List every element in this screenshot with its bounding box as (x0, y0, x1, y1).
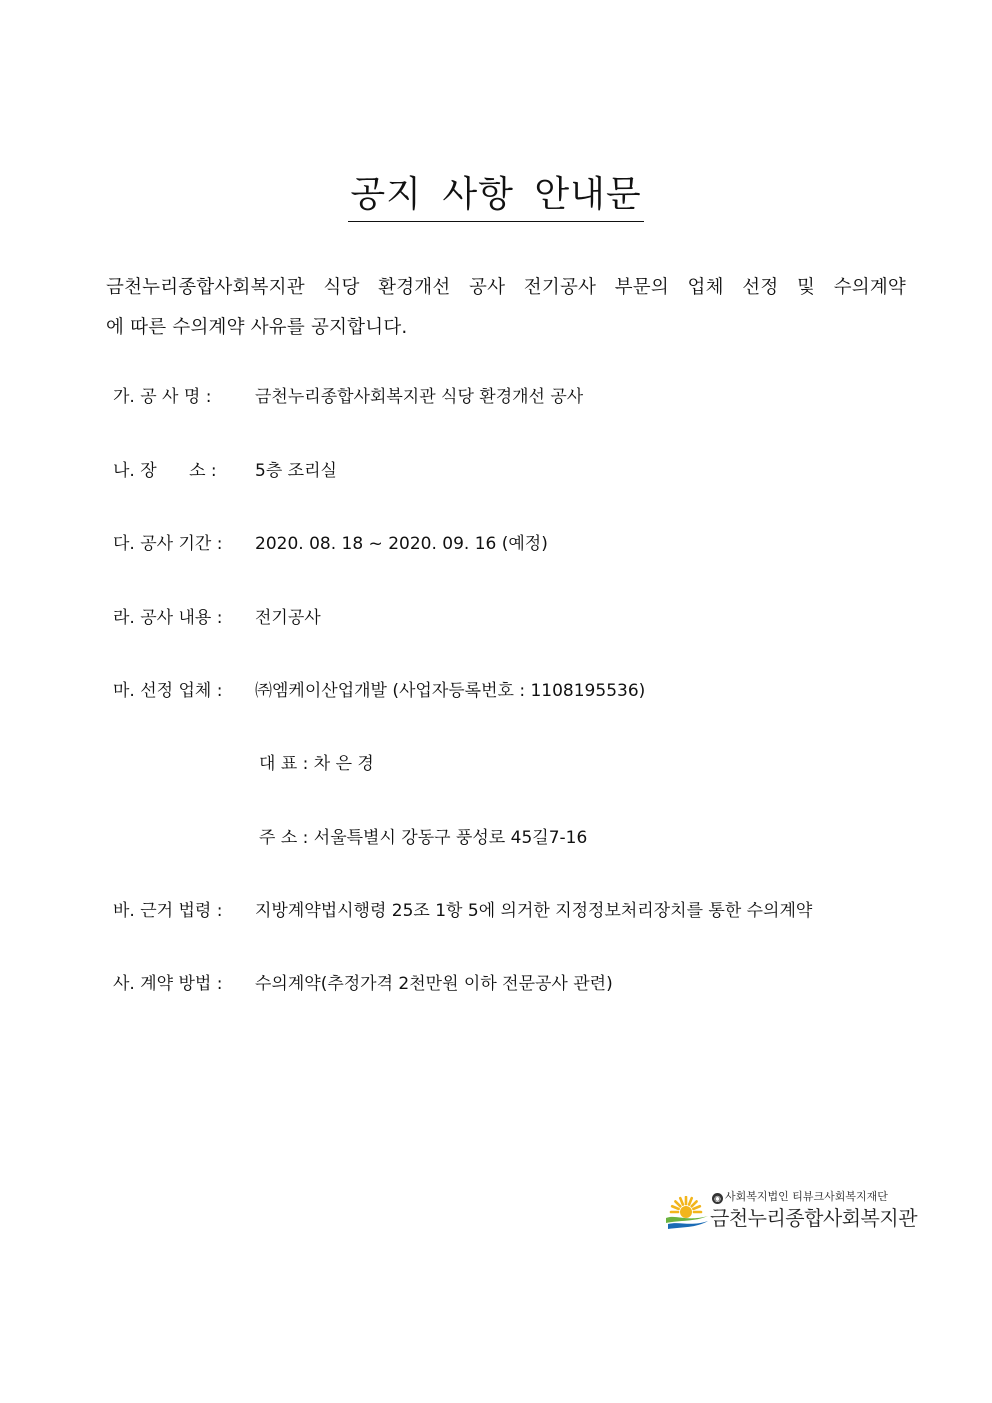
item-label: 사. 계약 방법 : (113, 974, 223, 994)
sun-ray (680, 1198, 683, 1204)
item-label: 바. 근거 법령 : (113, 901, 223, 921)
item-selected-company (113, 677, 645, 705)
item-value: 5층 조리실 (255, 461, 337, 481)
sun-ray (672, 1206, 678, 1209)
item-value: 수의계약(추정가격 2천만원 이하 전문공사 관련) (255, 974, 613, 994)
intro-line-1: 금천누리종합사회복지관 식당 환경개선 공사 전기공사 부문의 업체 선정 및 수의계약 (106, 277, 906, 298)
foundation-name: ◉ 사회복지법인 티뷰크사회복지재단 (714, 1190, 888, 1203)
item-label: 마. 선정 업체 : (113, 681, 223, 701)
item-value: 금천누리종합사회복지관 식당 환경개선 공사 (255, 387, 584, 407)
sun-ray (689, 1198, 692, 1204)
item-period (113, 530, 548, 558)
sun-wave-emblem-icon (664, 1196, 710, 1232)
item-contract-method (113, 970, 613, 998)
notice-title-text: 공지 사항 안내문 (348, 170, 643, 222)
item-label: 다. 공사 기간 : (113, 534, 223, 554)
intro-paragraph (106, 268, 906, 348)
foundation-mark-icon: ◉ (712, 1193, 723, 1204)
item-value: 2020. 08. 18 ~ 2020. 09. 16 (예정) (255, 534, 548, 554)
item-label: 나. 장 소 : (113, 461, 217, 481)
company-representative: 대 표 : 차 은 경 (259, 754, 374, 774)
intro-line-2: 에 따른 수의계약 사유를 공지합니다. (106, 317, 408, 338)
sun-ray (675, 1201, 680, 1206)
item-value: 전기공사 (255, 608, 321, 628)
item-value: ㈜엠케이산업개발 (사업자등록번호 : 1108195536) (255, 681, 646, 701)
item-label: 가. 공 사 명 : (113, 387, 212, 407)
item-value: 지방계약법시행령 25조 1항 5에 의거한 지정정보처리장치를 통한 수의계약 (255, 901, 813, 921)
organization-name: 금천누리종합사회복지관 (710, 1206, 918, 1230)
sun-ray (692, 1201, 697, 1206)
item-legal-basis (113, 897, 812, 925)
item-location (113, 457, 337, 485)
organization-logo (664, 1188, 918, 1236)
company-address: 주 소 : 서울특별시 강동구 풍성로 45길7-16 (259, 828, 588, 848)
item-project-name (113, 383, 583, 411)
notice-title (0, 170, 992, 222)
item-label: 라. 공사 내용 : (113, 608, 223, 628)
sun-ray (693, 1206, 699, 1209)
item-content (113, 604, 321, 632)
